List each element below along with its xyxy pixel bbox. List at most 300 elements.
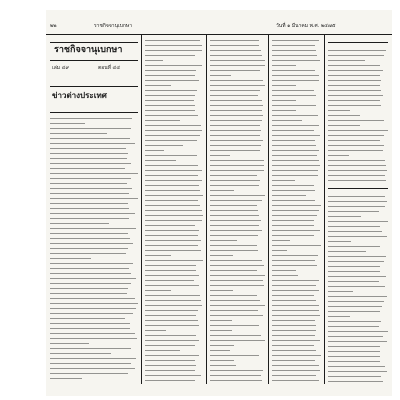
text-line: [145, 350, 180, 351]
text-line: [145, 160, 176, 161]
text-line: [210, 220, 261, 221]
text-line: [145, 40, 200, 41]
text-line: [272, 335, 315, 336]
text-line: [272, 250, 287, 251]
text-line: [210, 335, 261, 336]
text-line: [210, 295, 257, 296]
text-line: [50, 263, 133, 264]
text-line: [210, 110, 262, 111]
text-line: [328, 351, 380, 352]
text-line: [272, 150, 319, 151]
text-line: [50, 273, 131, 274]
text-line: [328, 50, 386, 51]
text-line: [272, 230, 320, 231]
text-line: [328, 296, 387, 297]
text-line: [210, 100, 262, 101]
text-line: [145, 85, 171, 86]
text-line: [210, 95, 258, 96]
text-line: [210, 300, 260, 301]
text-line: [272, 65, 296, 66]
notice-box-top: [328, 42, 388, 43]
text-line: [50, 173, 138, 174]
text-line: [210, 90, 260, 91]
text-line: [328, 60, 365, 61]
text-line: [328, 170, 387, 171]
text-line: [145, 185, 199, 186]
text-line: [328, 381, 383, 382]
text-line: [210, 225, 259, 226]
text-line: [50, 348, 131, 349]
text-line: [328, 95, 383, 96]
text-line: [145, 100, 194, 101]
text-line: [272, 60, 320, 61]
text-line: [328, 371, 387, 372]
text-line: [50, 258, 91, 259]
text-line: [328, 331, 388, 332]
text-line: [145, 135, 200, 136]
text-line: [272, 255, 318, 256]
text-line: [50, 193, 129, 194]
text-line: [210, 365, 236, 366]
text-line: [210, 120, 262, 121]
text-line: [145, 295, 200, 296]
text-line: [50, 118, 132, 119]
text-line: [272, 220, 314, 221]
text-line: [328, 241, 351, 242]
text-line: [272, 195, 306, 196]
text-line: [272, 295, 314, 296]
text-line: [328, 281, 379, 282]
text-line: [328, 276, 386, 277]
text-line: [145, 60, 163, 61]
text-line: [328, 85, 380, 86]
text-line: [328, 140, 380, 141]
text-line: [328, 301, 384, 302]
text-line: [328, 70, 383, 71]
text-line: [50, 153, 128, 154]
text-line: [272, 325, 316, 326]
text-line: [50, 253, 126, 254]
text-line: [272, 145, 316, 146]
text-line: [210, 105, 263, 106]
text-line: [210, 75, 231, 76]
text-line: [145, 240, 201, 241]
text-line: [210, 135, 260, 136]
text-line: [210, 285, 264, 286]
text-line: [328, 90, 381, 91]
text-line: [272, 285, 316, 286]
text-line: [50, 168, 125, 169]
text-line: [272, 360, 315, 361]
text-line: [272, 290, 319, 291]
text-line: [145, 195, 203, 196]
text-line: [50, 333, 135, 334]
text-line: [210, 340, 265, 341]
text-line: [328, 366, 385, 367]
text-line: [210, 240, 237, 241]
text-line: [145, 355, 199, 356]
text-line: [272, 340, 320, 341]
text-line: [50, 378, 82, 379]
text-line: [328, 216, 361, 217]
masthead-rule-mid: [50, 60, 138, 61]
text-line: [50, 328, 130, 329]
text-line: [210, 350, 230, 351]
text-line: [145, 365, 196, 366]
text-line: [272, 215, 317, 216]
text-line: [328, 201, 387, 202]
header-rule: [46, 34, 392, 35]
text-line: [272, 140, 315, 141]
text-line: [145, 245, 198, 246]
text-line: [272, 270, 296, 271]
text-line: [272, 130, 314, 131]
section-rule: [50, 112, 138, 113]
masthead-rule-bottom: [50, 86, 138, 87]
text-line: [145, 150, 164, 151]
text-line: [145, 205, 200, 206]
text-line: [328, 286, 385, 287]
text-line: [210, 50, 261, 51]
text-line: [210, 45, 259, 46]
text-line: [210, 325, 259, 326]
text-line: [272, 45, 315, 46]
text-line: [272, 310, 319, 311]
text-line: [145, 105, 195, 106]
text-line: [328, 221, 388, 222]
text-line: [145, 285, 199, 286]
text-line: [145, 200, 198, 201]
text-line: [50, 363, 131, 364]
text-line: [210, 360, 234, 361]
text-line: [272, 100, 296, 101]
text-line: [145, 80, 199, 81]
column-divider: [206, 34, 207, 384]
text-line: [50, 198, 138, 199]
text-line: [50, 148, 126, 149]
text-line: [272, 330, 316, 331]
text-line: [210, 280, 263, 281]
text-line: [272, 110, 296, 111]
text-line: [328, 155, 349, 156]
text-line: [272, 55, 317, 56]
text-line: [272, 240, 290, 241]
text-line: [145, 335, 196, 336]
text-line: [50, 323, 130, 324]
text-line: [145, 215, 203, 216]
text-line: [50, 188, 132, 189]
text-line: [210, 175, 257, 176]
text-line: [210, 370, 263, 371]
text-line: [145, 165, 198, 166]
text-line: [145, 330, 166, 331]
text-line: [50, 138, 130, 139]
text-line: [328, 175, 385, 176]
text-line: [145, 345, 195, 346]
text-line: [210, 275, 265, 276]
text-line: [210, 155, 230, 156]
text-line: [210, 70, 260, 71]
text-line: [328, 226, 380, 227]
text-line: [210, 375, 261, 376]
text-line: [50, 283, 131, 284]
text-line: [210, 265, 264, 266]
text-line: [210, 85, 265, 86]
text-line: [50, 343, 89, 344]
text-line: [50, 278, 136, 279]
text-line: [328, 206, 385, 207]
date-line: วันที่ ๑ มีนาคม พ.ศ. ๒๔๗๕: [276, 23, 336, 29]
text-line: [210, 270, 257, 271]
text-line: [210, 80, 263, 81]
text-line: [145, 145, 183, 146]
text-line: [145, 225, 195, 226]
text-line: [210, 380, 262, 381]
text-line: [50, 308, 136, 309]
text-line: [145, 170, 202, 171]
text-line: [145, 90, 197, 91]
text-line: [328, 316, 350, 317]
text-line: [50, 318, 125, 319]
text-line: [145, 175, 198, 176]
text-line: [272, 185, 314, 186]
text-line: [328, 291, 353, 292]
text-line: [145, 260, 203, 261]
text-line: [272, 350, 316, 351]
text-line: [50, 293, 127, 294]
text-line: [210, 355, 259, 356]
text-line: [145, 140, 197, 141]
text-line: [145, 265, 196, 266]
text-line: [145, 115, 198, 116]
masthead-sub-right: ตอนที่ ๔๔: [98, 65, 121, 71]
text-line: [328, 321, 381, 322]
text-line: [145, 380, 195, 381]
text-line: [210, 190, 234, 191]
text-line: [210, 305, 265, 306]
text-line: [50, 143, 135, 144]
text-line: [328, 75, 380, 76]
text-line: [50, 128, 131, 129]
text-line: [272, 175, 318, 176]
text-line: [272, 245, 321, 246]
text-line: [272, 210, 319, 211]
text-line: [50, 288, 128, 289]
text-line: [50, 303, 138, 304]
text-line: [328, 361, 380, 362]
text-line: [50, 163, 131, 164]
text-line: [328, 271, 380, 272]
text-line: [210, 40, 259, 41]
text-line: [145, 155, 197, 156]
column-divider: [268, 34, 269, 384]
text-line: [50, 298, 135, 299]
text-line: [210, 250, 258, 251]
text-line: [210, 150, 260, 151]
text-line: [210, 160, 264, 161]
text-line: [272, 190, 315, 191]
text-line: [328, 266, 380, 267]
text-line: [272, 300, 316, 301]
text-line: [272, 95, 316, 96]
text-line: [50, 203, 128, 204]
text-line: [328, 356, 380, 357]
text-line: [210, 170, 264, 171]
text-line: [328, 180, 386, 181]
text-line: [50, 218, 129, 219]
text-line: [50, 313, 133, 314]
text-line: [210, 310, 258, 311]
newspaper-page: [46, 10, 392, 396]
text-line: [328, 231, 382, 232]
text-line: [272, 275, 298, 276]
text-line: [50, 178, 131, 179]
column-divider: [324, 34, 325, 384]
text-line: [210, 140, 263, 141]
text-line: [272, 375, 316, 376]
notice-box-rule: [328, 188, 388, 189]
text-line: [210, 315, 263, 316]
text-line: [50, 233, 128, 234]
masthead-sub-left: เล่ม ๔๙: [52, 65, 70, 71]
text-line: [328, 160, 385, 161]
text-line: [272, 75, 319, 76]
text-line: [272, 345, 314, 346]
text-line: [328, 346, 380, 347]
text-line: [145, 130, 202, 131]
text-line: [272, 235, 314, 236]
text-line: [272, 380, 319, 381]
text-line: [145, 180, 202, 181]
text-line: [328, 326, 379, 327]
text-line: [272, 265, 317, 266]
text-line: [272, 315, 320, 316]
text-line: [210, 330, 232, 331]
text-line: [210, 215, 259, 216]
text-line: [145, 75, 195, 76]
text-line: [145, 220, 202, 221]
text-line: [50, 123, 85, 124]
text-line: [145, 315, 196, 316]
text-line: [145, 120, 180, 121]
text-line: [328, 336, 383, 337]
text-line: [145, 210, 202, 211]
text-line: [50, 228, 136, 229]
text-line: [210, 60, 265, 61]
text-line: [145, 270, 196, 271]
text-line: [50, 213, 135, 214]
text-line: [210, 145, 261, 146]
text-line: [328, 80, 381, 81]
text-line: [328, 115, 360, 116]
text-line: [210, 180, 260, 181]
text-line: [328, 135, 384, 136]
text-line: [145, 280, 194, 281]
text-line: [210, 125, 260, 126]
text-line: [272, 165, 320, 166]
text-line: [328, 196, 385, 197]
text-line: [50, 243, 133, 244]
text-line: [145, 310, 198, 311]
text-line: [328, 236, 387, 237]
text-line: [145, 95, 195, 96]
text-line: [210, 230, 262, 231]
text-line: [210, 165, 264, 166]
text-line: [210, 210, 258, 211]
text-line: [272, 85, 296, 86]
text-line: [272, 70, 315, 71]
text-line: [328, 125, 360, 126]
text-line: [272, 120, 302, 121]
text-line: [210, 260, 262, 261]
text-line: [50, 373, 128, 374]
text-line: [50, 353, 111, 354]
text-line: [210, 255, 233, 256]
section-heading: ข่าวต่างประเทศ: [52, 91, 107, 100]
text-line: [50, 248, 128, 249]
text-line: [272, 305, 319, 306]
text-line: [145, 50, 202, 51]
text-line: [328, 376, 381, 377]
text-line: [145, 320, 198, 321]
text-line: [328, 130, 388, 131]
text-line: [272, 180, 295, 181]
text-line: [145, 230, 199, 231]
text-line: [145, 300, 201, 301]
text-line: [145, 235, 198, 236]
text-line: [272, 155, 317, 156]
text-line: [50, 183, 127, 184]
text-line: [272, 260, 315, 261]
text-line: [272, 170, 318, 171]
text-line: [50, 208, 129, 209]
text-line: [328, 261, 384, 262]
text-line: [145, 360, 195, 361]
text-line: [145, 125, 201, 126]
text-line: [272, 125, 319, 126]
text-line: [145, 70, 196, 71]
text-line: [272, 355, 321, 356]
text-line: [210, 55, 262, 56]
text-line: [210, 205, 257, 206]
text-line: [50, 358, 136, 359]
text-line: [328, 211, 379, 212]
text-line: [328, 341, 387, 342]
text-line: [145, 305, 202, 306]
text-line: [145, 110, 195, 111]
text-line: [50, 268, 129, 269]
text-line: [50, 238, 130, 239]
text-line: [328, 246, 380, 247]
text-line: [145, 250, 201, 251]
text-line: [272, 370, 320, 371]
text-line: [328, 145, 384, 146]
text-line: [210, 320, 232, 321]
text-line: [210, 185, 259, 186]
text-line: [272, 80, 319, 81]
text-line: [328, 150, 383, 151]
text-line: [328, 105, 381, 106]
masthead-title: ราชกิจจานุเบกษา: [54, 45, 123, 55]
text-line: [210, 290, 233, 291]
text-line: [272, 105, 316, 106]
text-line: [210, 245, 257, 246]
text-line: [272, 135, 320, 136]
text-line: [145, 45, 202, 46]
text-line: [272, 90, 314, 91]
text-line: [272, 225, 314, 226]
text-line: [210, 130, 261, 131]
